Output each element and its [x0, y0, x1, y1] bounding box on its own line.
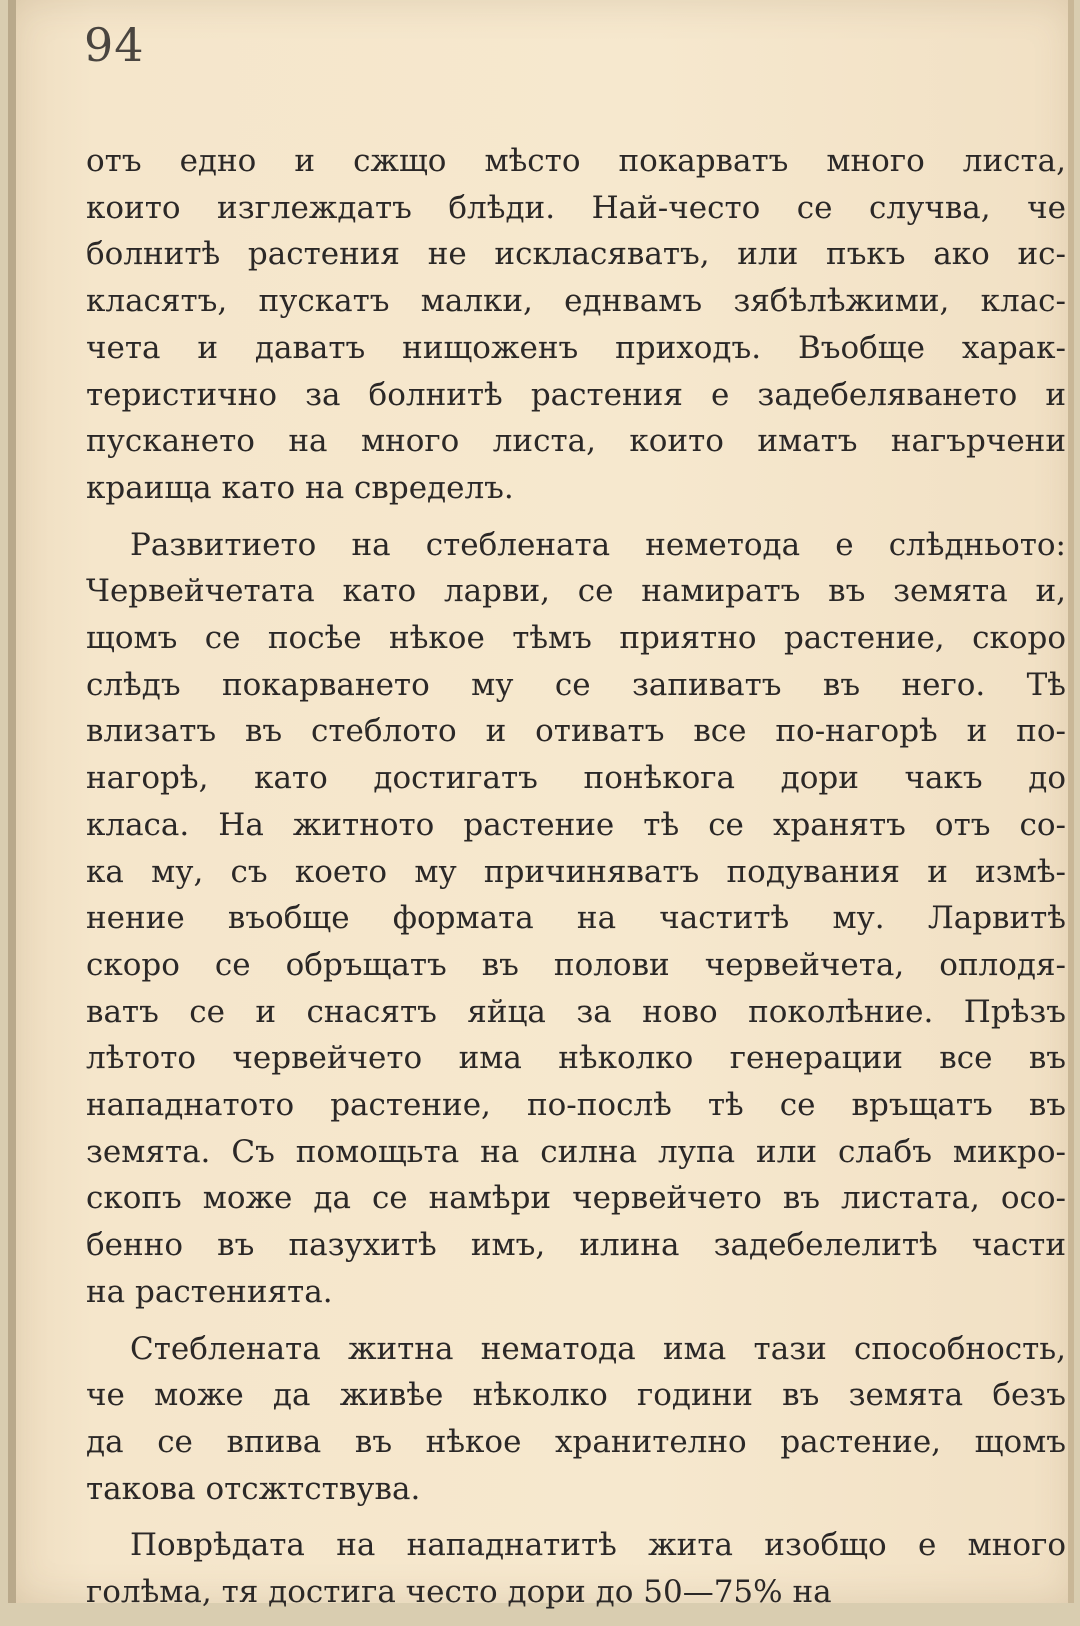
body-text [86, 138, 1066, 1626]
text-line: Стеблената житна нематода има тази способность, [130, 1330, 1066, 1367]
text-line: такова отсжтствува. [86, 1470, 421, 1507]
paragraph [86, 1522, 1066, 1615]
paragraph [86, 138, 1066, 512]
text-line: теристично за болнитѣ растения е задебеляването и [86, 376, 1066, 413]
text-line: отъ едно и сжщо мѣсто покарватъ много листа, [86, 143, 1066, 179]
text-line: ватъ се и снасятъ яйца за ново поколѣние. Прѣзъ [86, 993, 1066, 1030]
text-line: Червейчетата като ларви, се намиратъ въ земята и, [86, 573, 1066, 610]
text-line: класятъ, пускатъ малки, еднвамъ зябѣлѣжими, клас- [86, 283, 1066, 320]
paragraph [86, 1326, 1066, 1513]
text-line: влизатъ въ стеблото и отиватъ все по-нагорѣ и по- [86, 713, 1066, 750]
text-line: голѣма, тя достига често дори до 50—75% на [86, 1574, 832, 1611]
text-line: болнитѣ растения не искласяватъ, или пъкъ ако ис- [86, 236, 1066, 273]
text-line: слѣдъ покарването му се запиватъ въ него. Тѣ [86, 666, 1066, 703]
text-line: скоро се обръщатъ въ полови червейчета, оплодя- [86, 946, 1066, 983]
text-line: на растенията. [86, 1273, 333, 1310]
text-line: лѣтото червейчето има нѣколко генерации все въ [86, 1040, 1066, 1077]
text-line: които изглеждатъ блѣди. Най-често се случва, че [86, 189, 1066, 226]
text-line: чета и даватъ нищоженъ приходъ. Въобще харак- [86, 329, 1066, 366]
text-line: Развитието на стеблената неметода е слѣдньото: [130, 526, 1066, 563]
text-line: бенно въ пазухитѣ имъ, илина задебелелитѣ части [86, 1227, 1066, 1264]
page-number: 94 [84, 18, 145, 72]
text-line: че може да живѣе нѣколко години въ земята безъ [86, 1377, 1066, 1414]
page-left-edge [8, 0, 16, 1603]
text-line: щомъ се посѣе нѣкое тѣмъ приятно растение, скоро [86, 620, 1066, 657]
text-line: земята. Съ помощьта на силна лупа или слабъ микро- [86, 1133, 1066, 1170]
text-line: нападнатото растение, по-послѣ тѣ се връщатъ въ [86, 1087, 1066, 1124]
text-line: пускането на много листа, които иматъ нагърчени [86, 423, 1066, 460]
text-line: скопъ може да се намѣри червейчето въ листата, осо- [86, 1180, 1066, 1217]
text-line: краища като на свределъ. [86, 469, 514, 506]
book-page [8, 0, 1074, 1611]
text-line: класа. На житното растение тѣ се хранятъ отъ со- [86, 806, 1066, 843]
text-line: Поврѣдата на нападнатитѣ жита изобщо е много [130, 1527, 1066, 1564]
paragraph [86, 522, 1066, 1316]
text-line: нагорѣ, като достигатъ понѣкога дори чакъ до [86, 760, 1066, 797]
text-line: да се впива въ нѣкое хранително растение, щомъ [86, 1423, 1066, 1460]
text-line: нение въобще формата на частитѣ му. Ларвитѣ [86, 900, 1066, 937]
text-line: ка му, съ което му причиняватъ подувания и измѣ- [86, 853, 1066, 890]
page-right-edge [1068, 0, 1074, 1603]
